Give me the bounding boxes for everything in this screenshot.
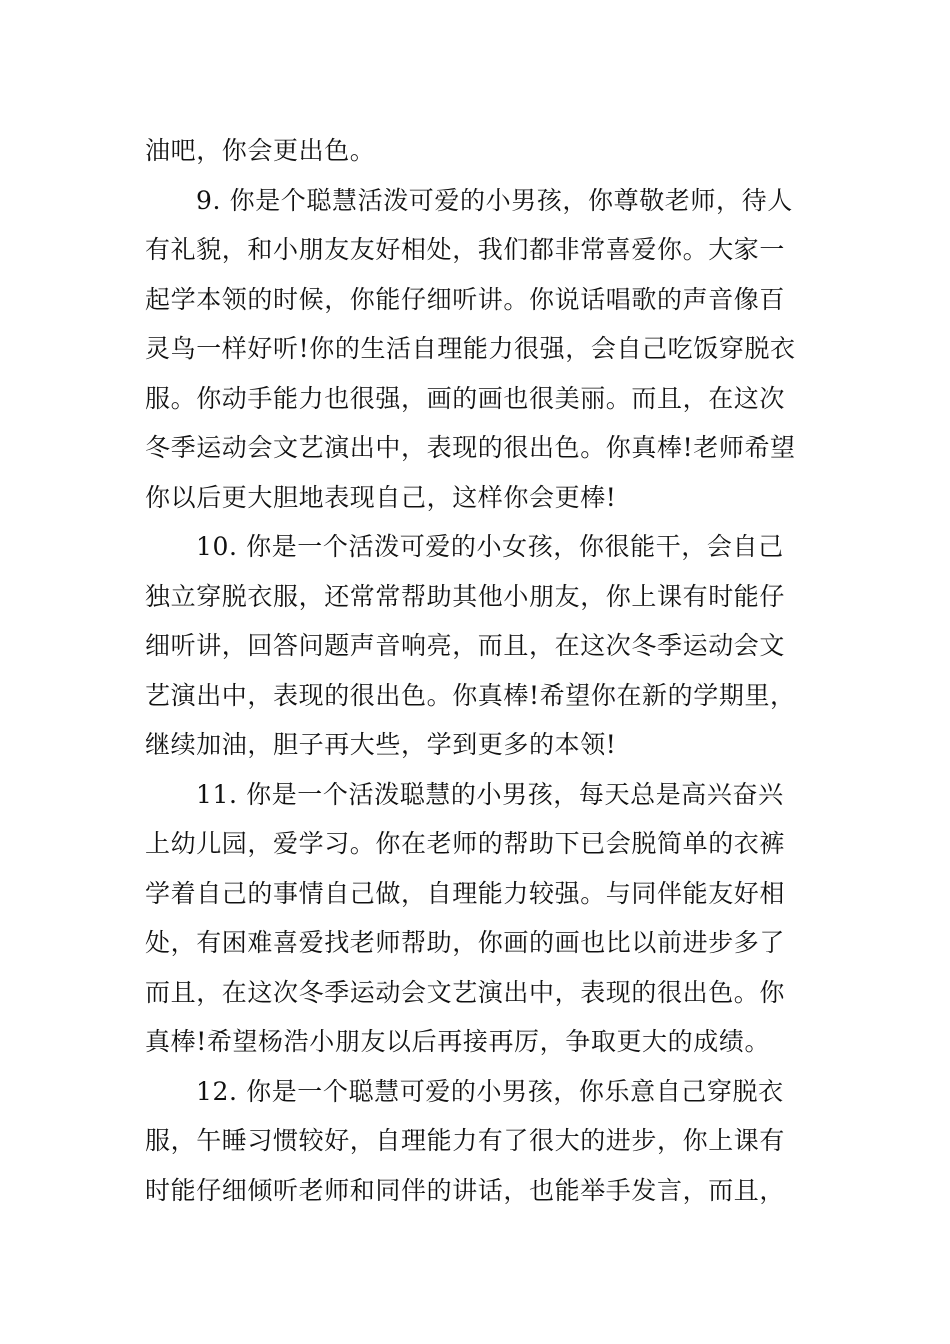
text-line: 冬季运动会文艺演出中，表现的很出色。你真棒!老师希望 xyxy=(145,433,796,462)
text-line: 你以后更大胆地表现自己，这样你会更棒! xyxy=(145,483,617,512)
text-line: 细听讲，回答问题声音响亮，而且，在这次冬季运动会文 xyxy=(145,631,786,660)
paragraph-11-first-line: 11. 你是一个活泼聪慧的小男孩，每天总是高兴奋兴 xyxy=(196,780,784,809)
text-line: 独立穿脱衣服，还常常帮助其他小朋友，你上课有时能仔 xyxy=(145,582,786,611)
text-line: 学着自己的事情自己做，自理能力较强。与同伴能友好相 xyxy=(145,879,786,908)
text-line: 油吧，你会更出色。 xyxy=(145,136,376,165)
text-line: 真棒!希望杨浩小朋友以后再接再厉，争取更大的成绩。 xyxy=(145,1027,771,1056)
text-line: 灵鸟一样好听!你的生活自理能力很强，会自己吃饭穿脱衣 xyxy=(145,334,796,363)
text-line: 有礼貌，和小朋友友好相处，我们都非常喜爱你。大家一 xyxy=(145,235,786,264)
text-line: 时能仔细倾听老师和同伴的讲话，也能举手发言，而且， xyxy=(145,1176,786,1205)
text-line: 艺演出中，表现的很出色。你真棒!希望你在新的学期里， xyxy=(145,681,796,710)
text-line: 起学本领的时候，你能仔细听讲。你说话唱歌的声音像百 xyxy=(145,285,786,314)
text-line: 继续加油，胆子再大些，学到更多的本领! xyxy=(145,730,617,759)
text-line: 服。你动手能力也很强，画的画也很美丽。而且，在这次 xyxy=(145,384,786,413)
text-line: 处，有困难喜爱找老师帮助，你画的画也比以前进步多了 xyxy=(145,928,786,957)
paragraph-12-first-line: 12. 你是一个聪慧可爱的小男孩，你乐意自己穿脱衣 xyxy=(196,1077,784,1106)
paragraph-10-first-line: 10. 你是一个活泼可爱的小女孩，你很能干，会自己 xyxy=(196,532,784,561)
text-line: 而且，在这次冬季运动会文艺演出中，表现的很出色。你 xyxy=(145,978,786,1007)
text-line: 上幼儿园，爱学习。你在老师的帮助下已会脱简单的衣裤 xyxy=(145,829,786,858)
text-line: 服，午睡习惯较好，自理能力有了很大的进步，你上课有 xyxy=(145,1126,786,1155)
paragraph-9-first-line: 9. 你是个聪慧活泼可爱的小男孩，你尊敬老师，待人 xyxy=(196,186,793,215)
